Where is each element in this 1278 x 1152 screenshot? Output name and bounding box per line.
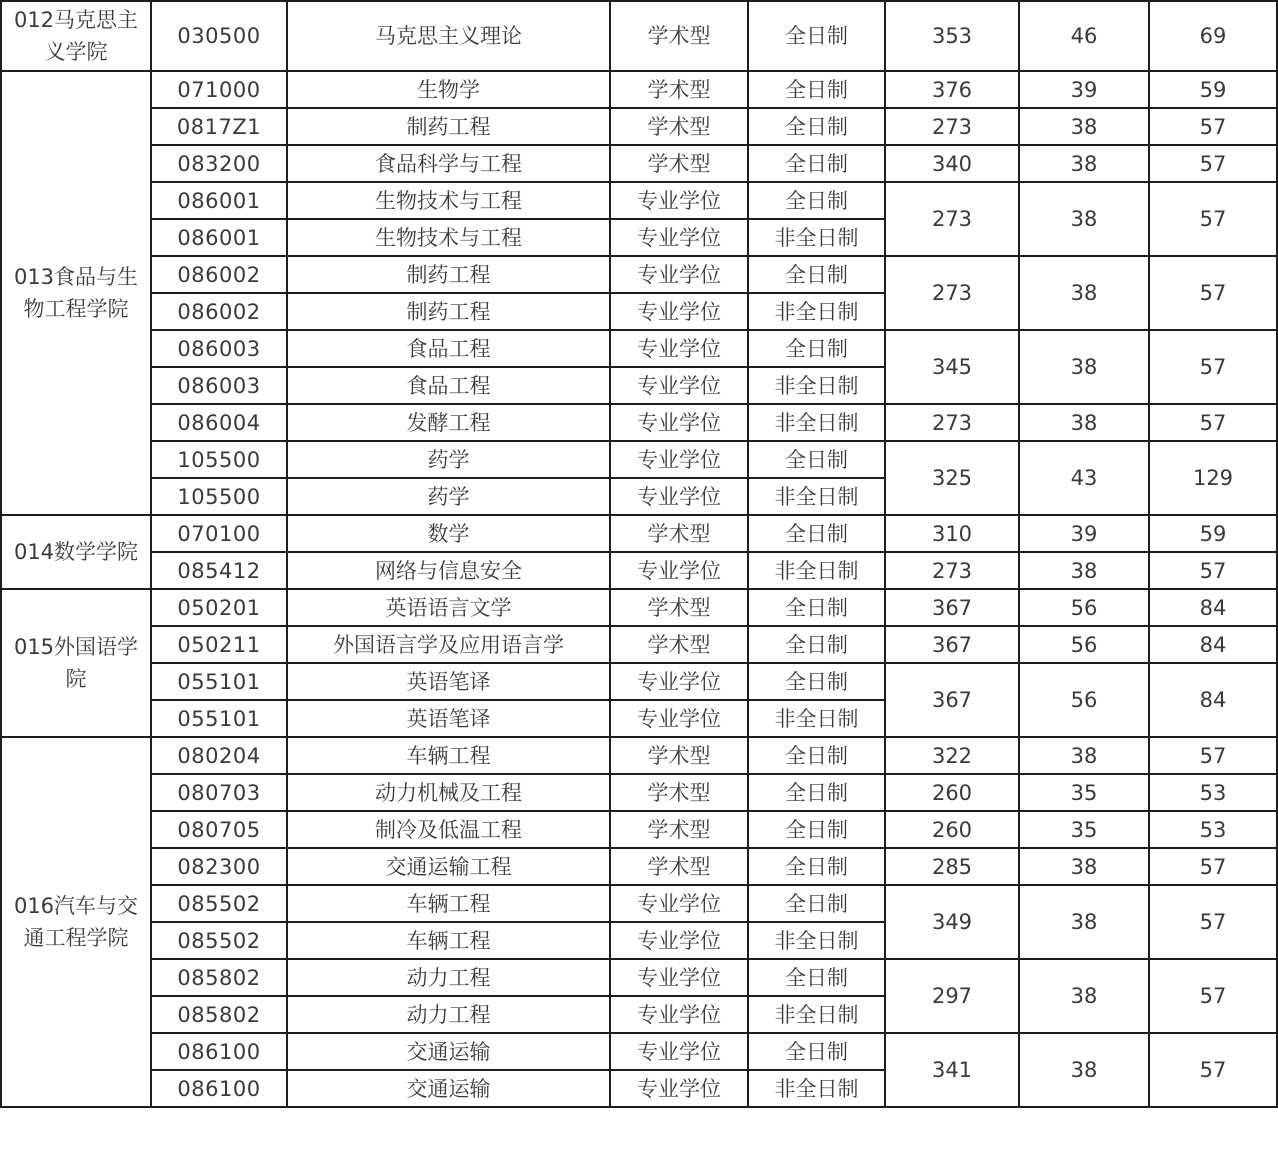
table-row (1, 885, 1277, 922)
total-score-cell: 341 (885, 1033, 1019, 1107)
major-code-cell: 105500 (151, 478, 287, 515)
total-score-cell: 310 (885, 515, 1019, 552)
single-subject-150-cell: 84 (1149, 589, 1277, 626)
total-score-cell: 340 (885, 145, 1019, 182)
single-subject-150-cell: 53 (1149, 774, 1277, 811)
major-code-cell: 055101 (151, 663, 287, 700)
total-score-cell: 297 (885, 959, 1019, 1033)
degree-type-cell: 学术型 (610, 71, 748, 108)
degree-type-cell: 学术型 (610, 145, 748, 182)
study-mode-cell: 全日制 (748, 774, 885, 811)
major-code-cell: 070100 (151, 515, 287, 552)
study-mode-cell: 全日制 (748, 737, 885, 774)
degree-type-cell: 专业学位 (610, 367, 748, 404)
study-mode-cell: 非全日制 (748, 404, 885, 441)
total-score-cell: 260 (885, 811, 1019, 848)
single-subject-150-cell: 57 (1149, 182, 1277, 256)
total-score-cell: 273 (885, 108, 1019, 145)
major-code-cell: 055101 (151, 700, 287, 737)
table-row (1, 1033, 1277, 1070)
study-mode-cell: 非全日制 (748, 700, 885, 737)
major-code-cell: 086003 (151, 330, 287, 367)
major-code-cell: 030500 (151, 1, 287, 71)
total-score-cell: 273 (885, 256, 1019, 330)
study-mode-cell: 全日制 (748, 71, 885, 108)
single-subject-100-cell: 38 (1019, 108, 1149, 145)
total-score-cell: 376 (885, 71, 1019, 108)
major-name-cell: 生物技术与工程 (287, 219, 610, 256)
degree-type-cell: 专业学位 (610, 182, 748, 219)
study-mode-cell: 全日制 (748, 515, 885, 552)
major-code-cell: 050211 (151, 626, 287, 663)
degree-type-cell: 学术型 (610, 737, 748, 774)
degree-type-cell: 专业学位 (610, 663, 748, 700)
study-mode-cell: 非全日制 (748, 478, 885, 515)
study-mode-cell: 非全日制 (748, 1070, 885, 1107)
single-subject-100-cell: 56 (1019, 589, 1149, 626)
degree-type-cell: 学术型 (610, 1, 748, 71)
single-subject-100-cell: 38 (1019, 885, 1149, 959)
table-row (1, 182, 1277, 219)
major-code-cell: 071000 (151, 71, 287, 108)
major-code-cell: 105500 (151, 441, 287, 478)
single-subject-150-cell: 57 (1149, 737, 1277, 774)
major-name-cell: 制药工程 (287, 108, 610, 145)
major-code-cell: 085412 (151, 552, 287, 589)
major-code-cell: 080204 (151, 737, 287, 774)
study-mode-cell: 全日制 (748, 256, 885, 293)
major-code-cell: 085802 (151, 996, 287, 1033)
major-name-cell: 英语语言文学 (287, 589, 610, 626)
single-subject-150-cell: 53 (1149, 811, 1277, 848)
total-score-cell: 353 (885, 1, 1019, 71)
degree-type-cell: 学术型 (610, 589, 748, 626)
major-code-cell: 086003 (151, 367, 287, 404)
degree-type-cell: 专业学位 (610, 1033, 748, 1070)
study-mode-cell: 全日制 (748, 959, 885, 996)
degree-type-cell: 学术型 (610, 811, 748, 848)
table-row (1, 848, 1277, 885)
degree-type-cell: 专业学位 (610, 996, 748, 1033)
major-name-cell: 外国语言学及应用语言学 (287, 626, 610, 663)
major-name-cell: 制药工程 (287, 256, 610, 293)
major-name-cell: 药学 (287, 478, 610, 515)
table-row (1, 626, 1277, 663)
major-code-cell: 085802 (151, 959, 287, 996)
degree-type-cell: 专业学位 (610, 552, 748, 589)
major-code-cell: 086002 (151, 256, 287, 293)
major-name-cell: 交通运输 (287, 1070, 610, 1107)
study-mode-cell: 全日制 (748, 589, 885, 626)
study-mode-cell: 全日制 (748, 441, 885, 478)
table-row (1, 1, 1277, 71)
study-mode-cell: 非全日制 (748, 922, 885, 959)
single-subject-150-cell: 129 (1149, 441, 1277, 515)
single-subject-100-cell: 38 (1019, 330, 1149, 404)
study-mode-cell: 非全日制 (748, 293, 885, 330)
major-name-cell: 网络与信息安全 (287, 552, 610, 589)
total-score-cell: 345 (885, 330, 1019, 404)
single-subject-100-cell: 38 (1019, 256, 1149, 330)
single-subject-150-cell: 59 (1149, 515, 1277, 552)
degree-type-cell: 专业学位 (610, 885, 748, 922)
study-mode-cell: 全日制 (748, 182, 885, 219)
major-name-cell: 马克思主义理论 (287, 1, 610, 71)
single-subject-150-cell: 57 (1149, 145, 1277, 182)
major-code-cell: 080705 (151, 811, 287, 848)
degree-type-cell: 学术型 (610, 626, 748, 663)
single-subject-150-cell: 57 (1149, 330, 1277, 404)
major-code-cell: 083200 (151, 145, 287, 182)
table-row (1, 330, 1277, 367)
table-row (1, 515, 1277, 552)
table-row (1, 737, 1277, 774)
single-subject-100-cell: 56 (1019, 663, 1149, 737)
table-row (1, 663, 1277, 700)
major-code-cell: 085502 (151, 885, 287, 922)
study-mode-cell: 全日制 (748, 626, 885, 663)
study-mode-cell: 全日制 (748, 1033, 885, 1070)
major-name-cell: 车辆工程 (287, 737, 610, 774)
major-name-cell: 生物技术与工程 (287, 182, 610, 219)
study-mode-cell: 非全日制 (748, 552, 885, 589)
major-name-cell: 动力工程 (287, 996, 610, 1033)
major-name-cell: 食品工程 (287, 367, 610, 404)
major-name-cell: 制药工程 (287, 293, 610, 330)
single-subject-150-cell: 57 (1149, 885, 1277, 959)
table-row (1, 441, 1277, 478)
single-subject-100-cell: 38 (1019, 404, 1149, 441)
single-subject-150-cell: 57 (1149, 1033, 1277, 1107)
college-name-cell: 013食品与生物工程学院 (1, 71, 151, 515)
single-subject-150-cell: 84 (1149, 663, 1277, 737)
table-row (1, 108, 1277, 145)
single-subject-150-cell: 57 (1149, 108, 1277, 145)
degree-type-cell: 专业学位 (610, 959, 748, 996)
total-score-cell: 260 (885, 774, 1019, 811)
major-name-cell: 交通运输工程 (287, 848, 610, 885)
single-subject-100-cell: 38 (1019, 959, 1149, 1033)
major-code-cell: 086001 (151, 219, 287, 256)
single-subject-100-cell: 38 (1019, 145, 1149, 182)
degree-type-cell: 学术型 (610, 515, 748, 552)
degree-type-cell: 专业学位 (610, 219, 748, 256)
total-score-cell: 367 (885, 626, 1019, 663)
degree-type-cell: 专业学位 (610, 293, 748, 330)
single-subject-150-cell: 57 (1149, 848, 1277, 885)
total-score-cell: 285 (885, 848, 1019, 885)
total-score-cell: 273 (885, 404, 1019, 441)
degree-type-cell: 专业学位 (610, 700, 748, 737)
study-mode-cell: 全日制 (748, 663, 885, 700)
degree-type-cell: 专业学位 (610, 922, 748, 959)
table-row (1, 959, 1277, 996)
total-score-cell: 273 (885, 552, 1019, 589)
degree-type-cell: 专业学位 (610, 478, 748, 515)
single-subject-150-cell: 69 (1149, 1, 1277, 71)
degree-type-cell: 学术型 (610, 848, 748, 885)
single-subject-150-cell: 84 (1149, 626, 1277, 663)
degree-type-cell: 专业学位 (610, 441, 748, 478)
major-name-cell: 数学 (287, 515, 610, 552)
study-mode-cell: 全日制 (748, 848, 885, 885)
total-score-cell: 322 (885, 737, 1019, 774)
degree-type-cell: 专业学位 (610, 1070, 748, 1107)
single-subject-100-cell: 35 (1019, 811, 1149, 848)
major-name-cell: 食品工程 (287, 330, 610, 367)
total-score-cell: 367 (885, 589, 1019, 626)
major-name-cell: 车辆工程 (287, 922, 610, 959)
major-name-cell: 食品科学与工程 (287, 145, 610, 182)
table-row (1, 589, 1277, 626)
major-code-cell: 086100 (151, 1070, 287, 1107)
degree-type-cell: 专业学位 (610, 404, 748, 441)
study-mode-cell: 全日制 (748, 811, 885, 848)
table-row (1, 552, 1277, 589)
study-mode-cell: 全日制 (748, 330, 885, 367)
college-name-cell: 014数学学院 (1, 515, 151, 589)
major-code-cell: 086002 (151, 293, 287, 330)
major-code-cell: 086100 (151, 1033, 287, 1070)
table-row (1, 404, 1277, 441)
degree-type-cell: 学术型 (610, 108, 748, 145)
major-code-cell: 085502 (151, 922, 287, 959)
degree-type-cell: 学术型 (610, 774, 748, 811)
single-subject-150-cell: 57 (1149, 404, 1277, 441)
table-row (1, 774, 1277, 811)
single-subject-100-cell: 46 (1019, 1, 1149, 71)
major-name-cell: 动力机械及工程 (287, 774, 610, 811)
college-name-cell: 016汽车与交通工程学院 (1, 737, 151, 1107)
table-row (1, 256, 1277, 293)
table-row (1, 145, 1277, 182)
study-mode-cell: 全日制 (748, 145, 885, 182)
major-name-cell: 动力工程 (287, 959, 610, 996)
study-mode-cell: 非全日制 (748, 996, 885, 1033)
single-subject-100-cell: 38 (1019, 182, 1149, 256)
single-subject-150-cell: 57 (1149, 959, 1277, 1033)
single-subject-100-cell: 38 (1019, 552, 1149, 589)
single-subject-100-cell: 43 (1019, 441, 1149, 515)
degree-type-cell: 专业学位 (610, 256, 748, 293)
major-name-cell: 药学 (287, 441, 610, 478)
total-score-cell: 273 (885, 182, 1019, 256)
single-subject-100-cell: 38 (1019, 1033, 1149, 1107)
study-mode-cell: 非全日制 (748, 219, 885, 256)
college-name-cell: 015外国语学院 (1, 589, 151, 737)
table-row (1, 811, 1277, 848)
major-name-cell: 英语笔译 (287, 700, 610, 737)
study-mode-cell: 全日制 (748, 1, 885, 71)
major-code-cell: 0817Z1 (151, 108, 287, 145)
major-name-cell: 英语笔译 (287, 663, 610, 700)
major-code-cell: 080703 (151, 774, 287, 811)
study-mode-cell: 非全日制 (748, 367, 885, 404)
single-subject-100-cell: 39 (1019, 515, 1149, 552)
college-name-cell: 012马克思主义学院 (1, 1, 151, 71)
total-score-cell: 349 (885, 885, 1019, 959)
table-body (1, 1, 1277, 1107)
major-name-cell: 生物学 (287, 71, 610, 108)
single-subject-100-cell: 38 (1019, 737, 1149, 774)
single-subject-100-cell: 39 (1019, 71, 1149, 108)
major-name-cell: 车辆工程 (287, 885, 610, 922)
single-subject-150-cell: 59 (1149, 71, 1277, 108)
total-score-cell: 367 (885, 663, 1019, 737)
major-name-cell: 制冷及低温工程 (287, 811, 610, 848)
major-name-cell: 交通运输 (287, 1033, 610, 1070)
single-subject-100-cell: 56 (1019, 626, 1149, 663)
single-subject-100-cell: 35 (1019, 774, 1149, 811)
major-code-cell: 086001 (151, 182, 287, 219)
major-code-cell: 050201 (151, 589, 287, 626)
study-mode-cell: 全日制 (748, 885, 885, 922)
degree-type-cell: 专业学位 (610, 330, 748, 367)
single-subject-150-cell: 57 (1149, 256, 1277, 330)
study-mode-cell: 全日制 (748, 108, 885, 145)
major-code-cell: 086004 (151, 404, 287, 441)
single-subject-100-cell: 38 (1019, 848, 1149, 885)
major-name-cell: 发酵工程 (287, 404, 610, 441)
major-code-cell: 082300 (151, 848, 287, 885)
total-score-cell: 325 (885, 441, 1019, 515)
table-row (1, 71, 1277, 108)
single-subject-150-cell: 57 (1149, 552, 1277, 589)
